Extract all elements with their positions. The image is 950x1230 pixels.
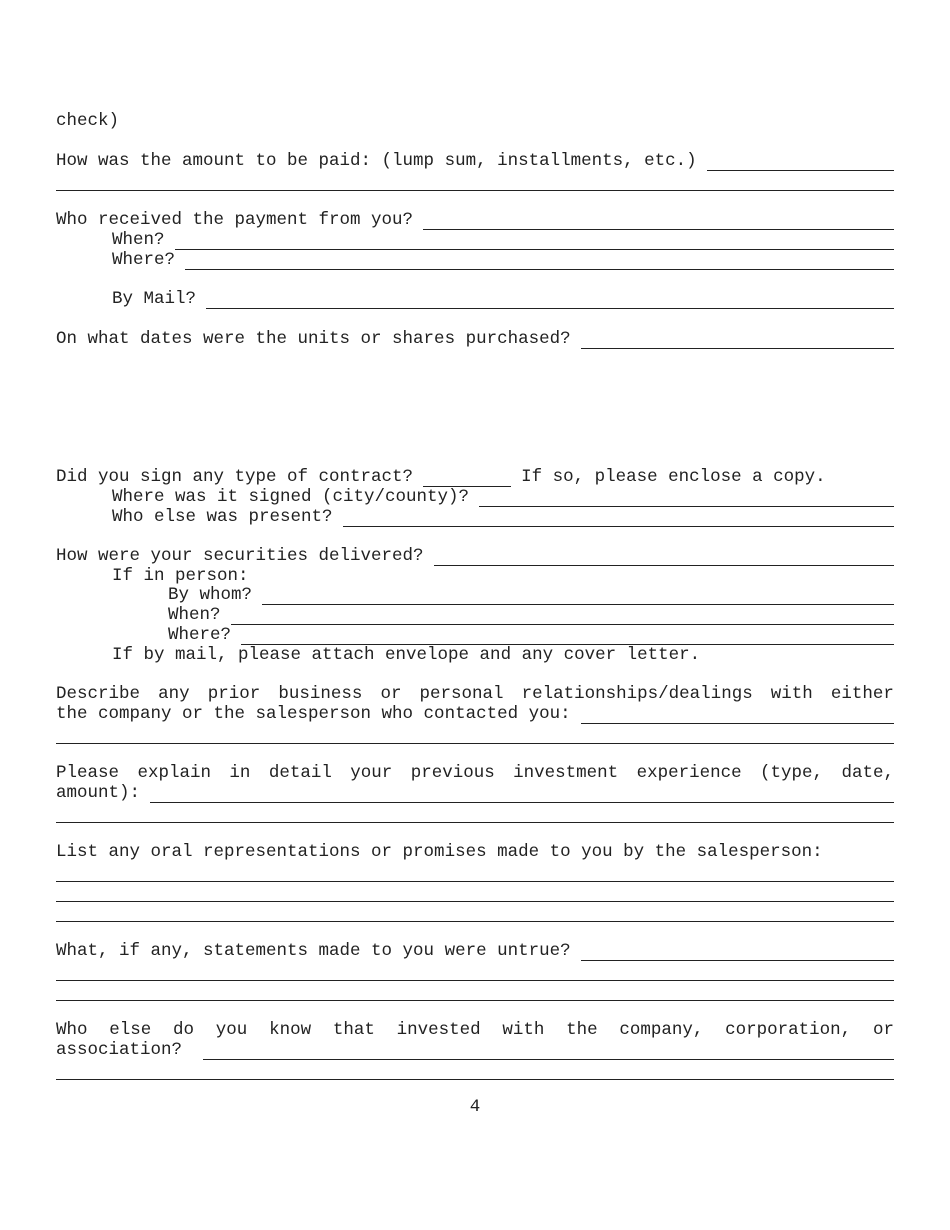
payment-where-row: Where? xyxy=(112,250,894,270)
prior-relationships-field[interactable] xyxy=(581,707,894,724)
untrue-statements-line2 xyxy=(56,961,894,981)
untrue-statements-question: What, if any, statements made to you were untrue? xyxy=(56,941,894,961)
delivery-by-whom-row: By whom? xyxy=(168,585,894,605)
investment-experience-line3 xyxy=(56,803,894,823)
prior-relationships-line3 xyxy=(56,724,894,744)
untrue-statements-field[interactable] xyxy=(581,944,894,961)
other-investors-field-2[interactable] xyxy=(56,1063,894,1080)
page-number: 4 xyxy=(469,1097,481,1117)
untrue-statements-field-2[interactable] xyxy=(56,964,894,981)
contract-signed-where-row: Where was it signed (city/county)? xyxy=(112,487,894,507)
oral-representations-line1 xyxy=(56,862,894,882)
contract-present-row: Who else was present? xyxy=(112,507,894,527)
other-investors-field[interactable] xyxy=(203,1043,894,1060)
delivery-when-field[interactable] xyxy=(231,608,894,625)
oral-representations-field-1[interactable] xyxy=(56,865,894,882)
prior-relationships-field-2[interactable] xyxy=(56,727,894,744)
prior-relationships-question: Describe any prior business or personal relationships/dealings with either xyxy=(56,684,894,704)
form-page xyxy=(56,0,894,1230)
payment-receiver-field[interactable] xyxy=(423,213,894,230)
payment-method-field-2[interactable] xyxy=(56,174,894,191)
untrue-statements-field-3[interactable] xyxy=(56,984,894,1001)
untrue-statements-line3 xyxy=(56,981,894,1001)
investment-experience-question: Please explain in detail your previous investment experience (type, date, xyxy=(56,763,894,783)
contract-question: Did you sign any type of contract? If so, please enclose a copy. xyxy=(56,467,826,487)
contract-signed-where-field[interactable] xyxy=(479,490,894,507)
payment-bymail-field[interactable] xyxy=(206,292,894,309)
delivery-field[interactable] xyxy=(434,549,894,566)
purchase-dates-question: On what dates were the units or shares purchased? xyxy=(56,329,894,349)
oral-representations-line3 xyxy=(56,902,894,922)
delivery-in-person-label: If in person: xyxy=(112,566,249,586)
payment-method-question: How was the amount to be paid: (lump sum, installments, etc.) xyxy=(56,151,894,171)
oral-representations-field-2[interactable] xyxy=(56,885,894,902)
purchase-dates-field[interactable] xyxy=(581,332,894,349)
other-investors-question: Who else do you know that invested with the company, corporation, or xyxy=(56,1020,894,1040)
delivery-where-row: Where? xyxy=(168,625,894,645)
delivery-question: How were your securities delivered? xyxy=(56,546,894,566)
delivery-mail-instruction: If by mail, please attach envelope and any cover letter. xyxy=(112,645,701,665)
payment-bymail-row: By Mail? xyxy=(112,289,894,309)
investment-experience-line2: amount): xyxy=(56,783,894,803)
other-investors-line2: association? xyxy=(56,1040,894,1060)
payment-when-field[interactable] xyxy=(175,233,894,250)
prior-relationships-line2: the company or the salesperson who contacted you: xyxy=(56,704,894,724)
contract-answer-field[interactable] xyxy=(423,470,511,487)
payment-where-field[interactable] xyxy=(185,253,894,270)
delivery-where-field[interactable] xyxy=(241,628,894,645)
investment-experience-field-2[interactable] xyxy=(56,806,894,823)
oral-representations-field-3[interactable] xyxy=(56,905,894,922)
investment-experience-field[interactable] xyxy=(150,786,894,803)
contract-present-field[interactable] xyxy=(343,510,894,527)
delivery-by-whom-field[interactable] xyxy=(262,588,894,605)
payment-receiver-question: Who received the payment from you? xyxy=(56,210,894,230)
oral-representations-question: List any oral representations or promises made to you by the salesperson: xyxy=(56,842,823,862)
payment-method-field[interactable] xyxy=(707,154,894,171)
continued-text: check) xyxy=(56,111,120,131)
oral-representations-line2 xyxy=(56,882,894,902)
other-investors-line3 xyxy=(56,1060,894,1080)
payment-method-line2 xyxy=(56,171,894,191)
delivery-when-row: When? xyxy=(168,605,894,625)
payment-when-row: When? xyxy=(112,230,894,250)
